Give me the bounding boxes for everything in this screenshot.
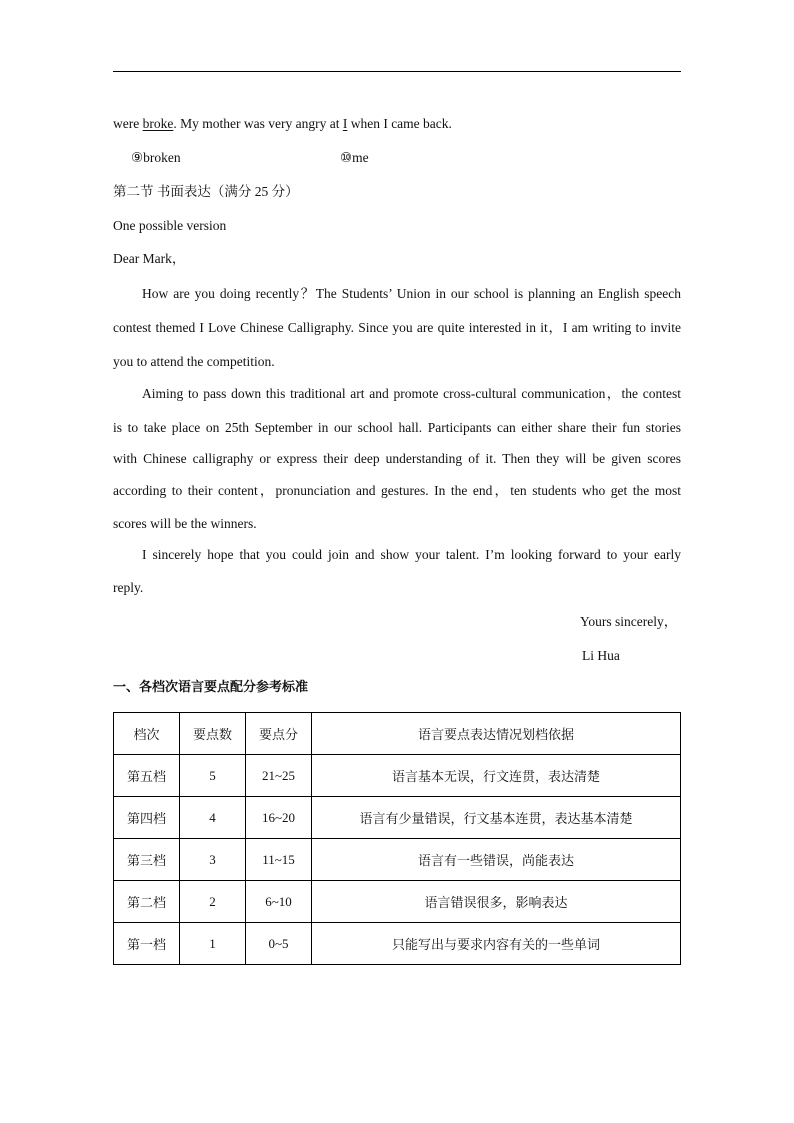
text-segment: were	[113, 116, 143, 131]
table-cell: 1	[180, 923, 246, 965]
table-row	[114, 797, 681, 839]
table-row	[114, 923, 681, 965]
paragraph-3-line: reply.	[113, 580, 144, 595]
table-header-cell: 语言要点表达情况划档依据	[312, 713, 681, 755]
table-header-cell: 要点分	[246, 713, 312, 755]
table-cell: 语言基本无误，行文连贯，表达清楚	[312, 755, 681, 797]
table-cell: 16~20	[246, 797, 312, 839]
table-cell: 语言有一些错误，尚能表达	[312, 839, 681, 881]
table-row	[114, 839, 681, 881]
table-cell: 11~15	[246, 839, 312, 881]
paragraph-1-line: you to attend the competition.	[113, 354, 275, 369]
paragraph-1-line: contest themed I Love Chinese Calligraphy. Since you are quite interested in it，I am writing to invite	[113, 320, 681, 335]
table-cell: 3	[180, 839, 246, 881]
underlined-word: I	[342, 116, 348, 131]
error-correction-line	[113, 115, 452, 133]
table-cell: 第四档	[114, 797, 180, 839]
version-label: One possible version	[113, 218, 227, 233]
table-cell: 语言错误很多，影响表达	[312, 881, 681, 923]
paragraph-2-line: is to take place on 25th September in our school hall. Participants can either share their fun stories	[113, 420, 681, 435]
table-row	[114, 881, 681, 923]
paragraph-3-line: I sincerely hope that you could join and show your talent. I’m looking forward to your early	[142, 547, 681, 562]
table-cell: 6~10	[246, 881, 312, 923]
table-row	[114, 755, 681, 797]
answer-9: ⑨broken	[131, 150, 181, 165]
scoring-table	[113, 712, 681, 965]
paragraph-2-line: scores will be the winners.	[113, 516, 257, 531]
table-header-cell: 档次	[114, 713, 180, 755]
paragraph-2-line: according to their content，pronunciation and gestures. In the end，ten students who get the most	[113, 483, 681, 498]
table-header-row	[114, 713, 681, 755]
paragraph-2-line: with Chinese calligraphy or express their deep understanding of it. Then they will be given scores	[113, 451, 681, 466]
underlined-word: broke	[142, 116, 174, 131]
criteria-title: 一、各档次语言要点配分参考标准	[113, 680, 309, 695]
table-cell: 4	[180, 797, 246, 839]
table-cell: 第一档	[114, 923, 180, 965]
header-rule	[113, 71, 681, 72]
table-cell: 语言有少量错误，行文基本连贯，表达基本清楚	[312, 797, 681, 839]
greeting: Dear Mark，	[113, 251, 186, 266]
paragraph-2-line: Aiming to pass down this traditional art and promote cross-cultural communication，the contest	[142, 386, 681, 401]
table-cell: 第五档	[114, 755, 180, 797]
table-cell: 第二档	[114, 881, 180, 923]
table-cell: 5	[180, 755, 246, 797]
text-segment: . My mother was very angry at	[173, 116, 343, 131]
table-cell: 第三档	[114, 839, 180, 881]
table-header-cell: 要点数	[180, 713, 246, 755]
table-cell: 2	[180, 881, 246, 923]
answer-10: ⑩me	[340, 150, 369, 165]
paragraph-1-line: How are you doing recently？The Students’ Union in our school is planning an English speech	[142, 286, 681, 301]
table-cell: 只能写出与要求内容有关的一些单词	[312, 923, 681, 965]
closing: Yours sincerely，	[580, 614, 678, 629]
table-cell: 0~5	[246, 923, 312, 965]
signature: Li Hua	[582, 648, 620, 663]
table-cell: 21~25	[246, 755, 312, 797]
section-title: 第二节 书面表达（满分 25 分）	[113, 184, 299, 199]
text-segment: when I came back.	[347, 116, 452, 131]
